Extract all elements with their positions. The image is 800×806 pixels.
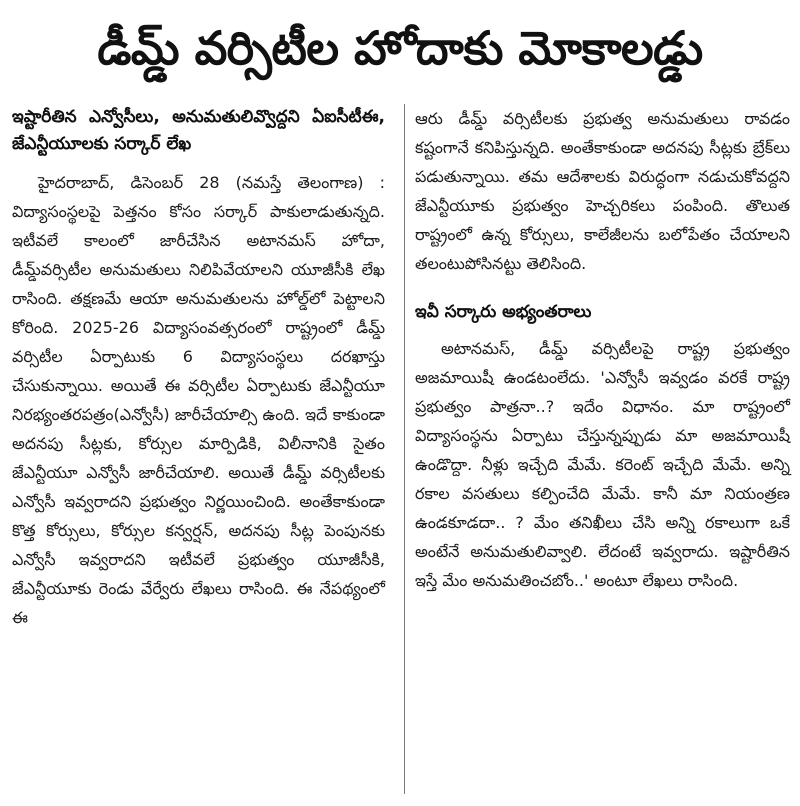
article-paragraph-2: ఆరు డీమ్డ్ వర్సిటీలకు ప్రభుత్వ అనుమతులు రావడం కష్టంగానే కనిపిస్తున్నది. అంతేకాకుండా అదనపు సీట్లకు బ్రేక్‌లు పడుతున్నాయి. తమ ఆదేశాలకు విరుద్ధంగా నడుచుకోవద్దని జేఎన్టీయూకు ప్రభుత్వం హెచ్చరికలు పంపింది. తొలుత రాష్ట్రంలో ఉన్న కోర్సులు, కాలేజీలను బలోపేతం చేయాలని తలంటుపోసినట్టు తెలిసింది. [415,109,790,273]
left-column [12,104,395,794]
headline: డీమ్డ్ వర్సిటీల హోదాకు మోకాలడ్డు [97,21,703,75]
section-heading: ఇవీ సర్కారు అభ్యంతరాలు [415,302,592,322]
right-column [404,104,790,794]
article-paragraph-1: హైదరాబాద్, డిసెంబర్ 28 (నమస్తే తెలంగాణ) : విద్యాసంస్థలపై పెత్తనం కోసం సర్కార్ పాకులాడుతున్నది. ఇటీవలే కాలంలో జారీచేసిన అటానమస్ హోదా, డీమ్డ్‌వర్సిటీల అనుమతులు నిలిపివేయాలని యూజీసీకి లేఖ రాసింది. తక్షణమే ఆయా అనుమతులను హోల్డ్‌లో పెట్టాలని కోరింది. 2025-26 విద్యాసంవత్సరంలో రాష్ట్రంలో డీమ్డ్ వర్సిటీల ఏర్పాటుకు 6 విద్యాసంస్థలు దరఖాస్తు చేసుకున్నాయి. అయితే ఈ వర్సిటీల ఏర్పాటుకు జేఎన్టీయూ నిరభ్యంతరపత్రం(ఎన్వోసీ) జారీచేయాల్సి ఉంది. ఇదే కాకుండా అదనపు సీట్లకు, కోర్సుల మార్పిడికి, విలీనానికి సైతం జేఎన్టీయూ ఎన్వోసీ జారీచేయాలి. అయితే డీమ్డ్ వర్సిటీలకు ఎన్వోసీ ఇవ్వరాదని ప్రభుత్వం నిర్ణయించింది. అంతేకాకుండా కొత్త కోర్సులు, కోర్సుల కన్వర్షన్, అదనపు సీట్ల పెంపునకు ఎన్వోసీ ఇవ్వరాదని ఇటీవలే ప్రభుత్వం యూజీసీకి, జేఎన్టీయూకు రెండు వేర్వేరు లేఖలు రాసింది. ఈ నేపథ్యంలో ఈ [12,173,385,627]
subheadline: ఇష్టారీతిన ఎన్వోసీలు, అనుమతులివ్వొద్దని ఏఐసీటీఈ, జేఎన్టీయూలకు సర్కార్ లేఖ [12,107,385,154]
article-paragraph-3: అటానమస్, డీమ్డ్ వర్సిటీలపై రాష్ట్ర ప్రభుత్వం అజమాయిషీ ఉండటంలేదు. 'ఎన్వోసీ ఇవ్వడం వరకే రాష్ట్ర ప్రభుత్వం పాత్రనా..? ఇదేం విధానం. మా రాష్ట్రంలో విద్యాసంస్థను ఏర్పాటు చేస్తున్నప్పుడు మా అజమాయిషీ ఉండొద్దా. నీళ్లు ఇచ్చేది మేమే. కరెంట్ ఇచ్చేది మేమే. అన్ని రకాల వసతులు కల్పించేది మేమే. కానీ మా నియంత్రణ ఉండకూడదా.. ? మేం తనిఖీలు చేసి అన్ని రకాలుగా ఒకే అంటేనే అనుమతులివ్వాలి. లేదంటే ఇవ్వరాదు. ఇష్టారీతిన ఇస్తే మేం అనుమతించబోం..' అంటూ లేఖలు రాసింది. [415,339,790,590]
